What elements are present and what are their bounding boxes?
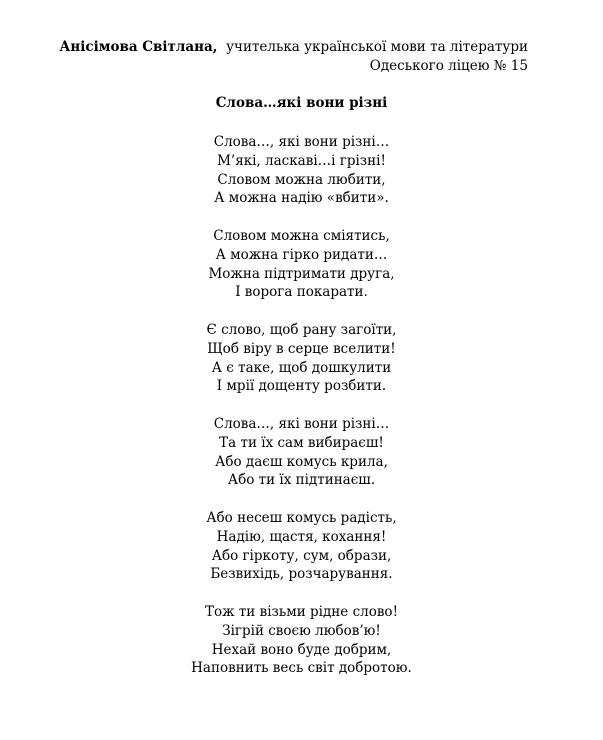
poem-body xyxy=(0,133,603,697)
poem-line: Або даєш комусь крила, xyxy=(215,453,388,470)
poem-line: Нехай воно буде добрим, xyxy=(211,641,392,658)
poem-line: М’які, ласкаві…і грізні! xyxy=(217,152,386,169)
stanza xyxy=(0,227,603,302)
poem-line: А можна гірко ридати… xyxy=(215,246,388,263)
poem-line: А є таке, щоб дошкулити xyxy=(211,359,392,376)
poem-line: І ворога покарати. xyxy=(235,284,368,301)
author-school: Одеського ліцею № 15 xyxy=(369,58,528,74)
poem-line: Слова…, які вони різні… xyxy=(213,415,390,432)
poem-line: Щоб віру в серце вселити! xyxy=(207,340,396,357)
poem-line: Тож ти візьми рідне слово! xyxy=(205,603,398,620)
author-header xyxy=(40,38,528,76)
stanza xyxy=(0,509,603,584)
poem-line: Надію, щастя, кохання! xyxy=(216,528,387,545)
poem-title: Слова…які вони різні xyxy=(215,95,388,111)
author-line xyxy=(40,38,528,57)
poem-line: Слова…, які вони різні… xyxy=(213,134,390,150)
stanza xyxy=(0,133,603,208)
poem-line: Словом можна сміятись, xyxy=(213,227,390,244)
poem-line: І мрії дощенту розбити. xyxy=(216,378,387,395)
poem-line: Та ти їх сам вибираєш! xyxy=(219,434,384,451)
stanza xyxy=(0,321,603,396)
poem-line: А можна надію «вбити». xyxy=(214,190,389,207)
poem-line: Наповнить весь світ добротою. xyxy=(191,660,412,677)
poem-line: Можна підтримати друга, xyxy=(208,265,395,282)
poem-line: Безвихідь, розчарування. xyxy=(210,566,393,583)
poem-line: Або несеш комусь радість, xyxy=(206,509,397,526)
poem-line: Є слово, щоб рану загоїти, xyxy=(206,321,397,338)
poem-line: Або ти їх підтинаєш. xyxy=(227,472,376,489)
poem-line: Або гіркоту, сум, образи, xyxy=(211,547,392,564)
author-name: Анісімова Світлана, xyxy=(59,39,218,55)
author-position: учителька української мови та літератури xyxy=(226,39,528,55)
poem-line: Словом можна любити, xyxy=(217,171,386,188)
poem-line: Зігрій своєю любов’ю! xyxy=(222,622,381,639)
stanza xyxy=(0,603,603,678)
stanza xyxy=(0,415,603,490)
